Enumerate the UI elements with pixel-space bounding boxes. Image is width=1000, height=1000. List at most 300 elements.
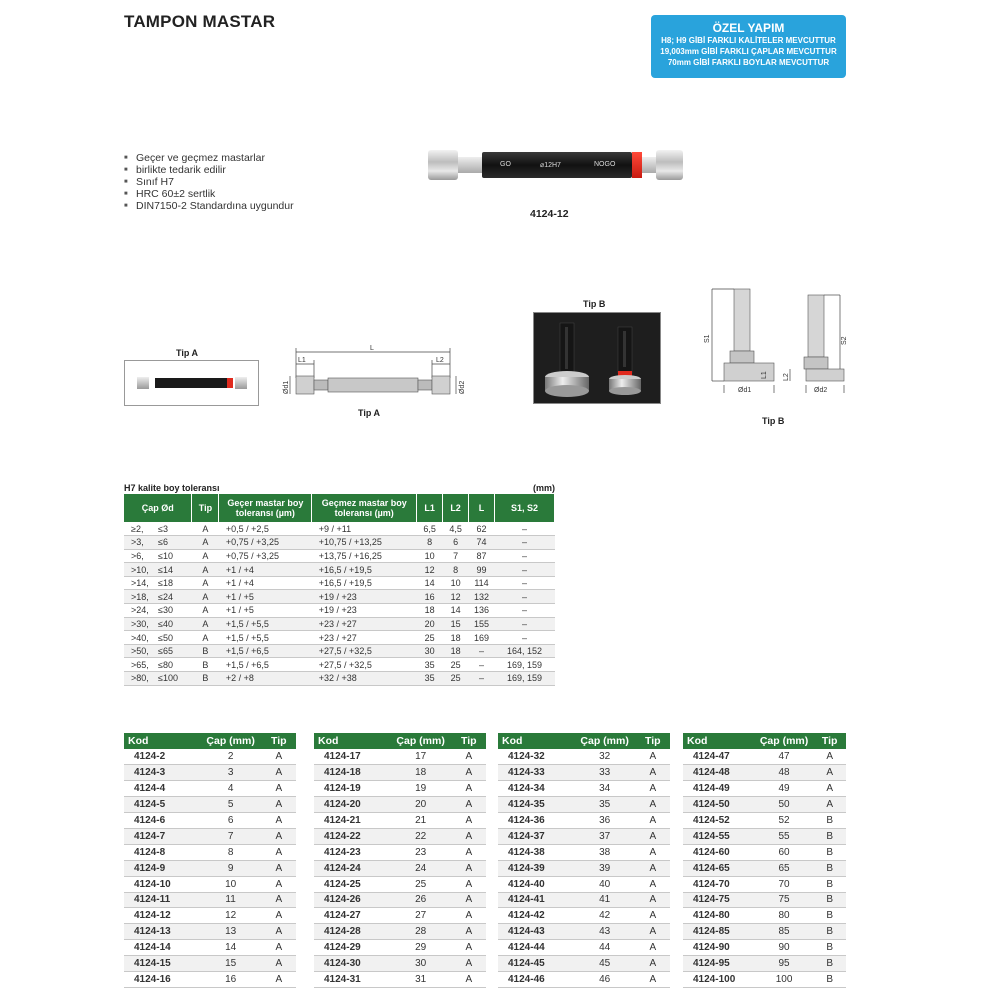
type-cell: A — [192, 590, 219, 604]
type-cell: B — [192, 658, 219, 672]
code-cell: 4124-16 — [124, 971, 200, 987]
code-cell: 4124-14 — [124, 940, 200, 956]
code-cell: 4124-10 — [124, 876, 200, 892]
s1-s2-cell: 164, 152 — [495, 644, 555, 658]
type-cell: A — [192, 576, 219, 590]
nogo-tolerance-cell: +27,5 / +32,5 — [312, 658, 417, 672]
code-row — [124, 860, 296, 876]
nogo-tolerance-cell: +16,5 / +19,5 — [312, 563, 417, 577]
type-cell: A — [452, 781, 486, 797]
l1-cell: 14 — [417, 576, 443, 590]
length-cell: – — [469, 658, 495, 672]
code-cell: 4124-36 — [498, 813, 574, 829]
go-tolerance-cell: +1,5 / +6,5 — [219, 644, 312, 658]
code-cell: 4124-30 — [314, 956, 390, 972]
tip-b-caption: Tip B — [762, 416, 785, 426]
length-cell: 132 — [469, 590, 495, 604]
special-order-line: 70mm GİBİ FARKLI BOYLAR MEVCUTTUR — [667, 58, 830, 67]
type-cell: A — [813, 749, 846, 765]
type-cell: A — [452, 908, 486, 924]
type-cell: A — [262, 971, 296, 987]
nogo-tolerance-cell: +23 / +27 — [312, 617, 417, 631]
l1-cell: 10 — [417, 549, 443, 563]
code-row — [683, 797, 846, 813]
code-row — [124, 797, 296, 813]
diameter-range — [124, 522, 192, 536]
size-engraving: ⌀12H7 — [540, 162, 561, 169]
code-row — [498, 956, 670, 972]
type-cell: A — [192, 604, 219, 618]
code-row — [498, 765, 670, 781]
type-cell: A — [636, 765, 670, 781]
column-header: Çap (mm) — [390, 733, 452, 749]
code-row — [314, 844, 486, 860]
type-cell: B — [192, 644, 219, 658]
l1-cell: 6,5 — [417, 522, 443, 536]
gauge-neck — [458, 157, 482, 173]
type-cell: A — [262, 956, 296, 972]
tolerance-row — [124, 644, 555, 658]
feature-item: ■ Geçer ve geçmez mastarlar — [124, 152, 294, 164]
length-cell: 62 — [469, 522, 495, 536]
column-header: L2 — [443, 494, 469, 522]
nogo-tolerance-cell: +19 / +23 — [312, 590, 417, 604]
type-cell: B — [813, 876, 846, 892]
diameter-cell: 17 — [390, 749, 452, 765]
code-cell: 4124-26 — [314, 892, 390, 908]
code-row — [498, 908, 670, 924]
type-cell: A — [452, 956, 486, 972]
dim-label: Ød2 — [814, 387, 828, 394]
code-row — [314, 860, 486, 876]
code-header-row — [124, 733, 296, 749]
diameter-cell: 12 — [200, 908, 262, 924]
type-cell: A — [452, 924, 486, 940]
code-row — [683, 892, 846, 908]
tolerance-table — [124, 494, 555, 686]
nogo-red-ring — [632, 152, 642, 178]
diameter-cell: 3 — [200, 765, 262, 781]
s1-s2-cell: – — [495, 563, 555, 577]
length-cell: 169 — [469, 631, 495, 645]
code-cell: 4124-42 — [498, 908, 574, 924]
tolerance-row — [124, 549, 555, 563]
type-cell: A — [452, 813, 486, 829]
code-cell: 4124-5 — [124, 797, 200, 813]
diameter-range — [124, 576, 192, 590]
range-low: >3, — [131, 537, 144, 548]
tolerance-row — [124, 536, 555, 550]
length-cell: 136 — [469, 604, 495, 618]
code-cell: 4124-21 — [314, 813, 390, 829]
tip-b-technical-drawing — [700, 285, 850, 400]
type-cell: B — [813, 924, 846, 940]
special-order-title: ÖZEL YAPIM — [712, 21, 785, 35]
nogo-tolerance-cell: +23 / +27 — [312, 631, 417, 645]
tolerance-row — [124, 522, 555, 536]
diameter-cell: 7 — [200, 828, 262, 844]
code-cell: 4124-40 — [498, 876, 574, 892]
l2-cell: 6 — [443, 536, 469, 550]
l2-cell: 10 — [443, 576, 469, 590]
code-header-row — [314, 733, 486, 749]
diameter-cell: 21 — [390, 813, 452, 829]
type-cell: A — [452, 940, 486, 956]
range-high: ≤6 — [158, 537, 168, 548]
diameter-cell: 9 — [200, 860, 262, 876]
type-cell: A — [262, 940, 296, 956]
code-cell: 4124-52 — [683, 813, 755, 829]
type-cell: B — [813, 813, 846, 829]
code-row — [498, 876, 670, 892]
diameter-cell: 49 — [755, 781, 814, 797]
go-tolerance-cell: +0,5 / +2,5 — [219, 522, 312, 536]
go-tolerance-cell: +1 / +4 — [219, 576, 312, 590]
code-row — [314, 940, 486, 956]
type-cell: A — [452, 892, 486, 908]
diameter-range — [124, 563, 192, 577]
type-cell: B — [813, 828, 846, 844]
diameter-range — [124, 672, 192, 686]
code-cell: 4124-3 — [124, 765, 200, 781]
range-high: ≤14 — [158, 564, 173, 575]
code-table-4 — [683, 733, 846, 988]
code-row — [683, 908, 846, 924]
tolerance-row — [124, 672, 555, 686]
column-header: S1, S2 — [495, 494, 555, 522]
type-cell: A — [636, 924, 670, 940]
l1-cell: 8 — [417, 536, 443, 550]
code-cell: 4124-95 — [683, 956, 755, 972]
type-cell: A — [813, 781, 846, 797]
code-row — [314, 892, 486, 908]
l2-cell: 4,5 — [443, 522, 469, 536]
diameter-cell: 29 — [390, 940, 452, 956]
diameter-cell: 13 — [200, 924, 262, 940]
diameter-cell: 85 — [755, 924, 814, 940]
tip-a-photo-label: Tip A — [176, 348, 198, 358]
code-cell: 4124-33 — [498, 765, 574, 781]
diameter-cell: 11 — [200, 892, 262, 908]
code-row — [683, 956, 846, 972]
diameter-cell: 19 — [390, 781, 452, 797]
code-row — [314, 971, 486, 987]
diameter-cell: 14 — [200, 940, 262, 956]
diameter-cell: 39 — [574, 860, 636, 876]
type-cell: A — [636, 956, 670, 972]
code-row — [314, 765, 486, 781]
l2-cell: 7 — [443, 549, 469, 563]
code-cell: 4124-13 — [124, 924, 200, 940]
code-cell: 4124-25 — [314, 876, 390, 892]
code-row — [314, 749, 486, 765]
code-cell: 4124-44 — [498, 940, 574, 956]
diameter-cell: 33 — [574, 765, 636, 781]
code-cell: 4124-55 — [683, 828, 755, 844]
l1-cell: 35 — [417, 658, 443, 672]
l1-cell: 16 — [417, 590, 443, 604]
code-row — [314, 876, 486, 892]
type-cell: B — [813, 908, 846, 924]
feature-item: ■ Sınıf H7 — [124, 176, 294, 188]
code-cell: 4124-11 — [124, 892, 200, 908]
type-cell: A — [452, 844, 486, 860]
code-cell: 4124-90 — [683, 940, 755, 956]
type-cell: A — [452, 797, 486, 813]
type-cell: A — [262, 844, 296, 860]
code-cell: 4124-45 — [498, 956, 574, 972]
type-cell: A — [636, 876, 670, 892]
column-header: Geçer mastar boy toleransı (µm) — [219, 494, 312, 522]
diameter-cell: 42 — [574, 908, 636, 924]
code-row — [124, 940, 296, 956]
s1-s2-cell: – — [495, 617, 555, 631]
tolerance-row — [124, 604, 555, 618]
s1-s2-cell: 169, 159 — [495, 672, 555, 686]
diameter-cell: 100 — [755, 971, 814, 987]
code-cell: 4124-85 — [683, 924, 755, 940]
s1-s2-cell: 169, 159 — [495, 658, 555, 672]
tolerance-row — [124, 576, 555, 590]
type-cell: A — [452, 971, 486, 987]
code-row — [498, 749, 670, 765]
diameter-range — [124, 631, 192, 645]
nogo-tolerance-cell: +10,75 / +13,25 — [312, 536, 417, 550]
go-engraving: GO — [500, 161, 511, 168]
diameter-range — [124, 590, 192, 604]
code-table-1 — [124, 733, 296, 988]
type-cell: B — [813, 844, 846, 860]
code-cell: 4124-41 — [498, 892, 574, 908]
code-row — [314, 908, 486, 924]
type-cell: A — [192, 536, 219, 550]
diameter-range — [124, 536, 192, 550]
code-cell: 4124-37 — [498, 828, 574, 844]
type-cell: A — [636, 940, 670, 956]
code-row — [683, 860, 846, 876]
dim-label: L1 — [298, 357, 306, 364]
l1-cell: 18 — [417, 604, 443, 618]
dim-label: S1 — [704, 334, 711, 343]
diameter-cell: 26 — [390, 892, 452, 908]
nogo-tolerance-cell: +13,75 / +16,25 — [312, 549, 417, 563]
tip-b-photo-label: Tip B — [583, 299, 606, 309]
code-cell: 4124-2 — [124, 749, 200, 765]
code-cell: 4124-32 — [498, 749, 574, 765]
code-cell: 4124-19 — [314, 781, 390, 797]
code-cell: 4124-29 — [314, 940, 390, 956]
tolerance-title: H7 kalite boy toleransı — [124, 483, 220, 493]
code-header-row — [498, 733, 670, 749]
column-header: Tip — [192, 494, 219, 522]
go-tolerance-cell: +1,5 / +5,5 — [219, 617, 312, 631]
diameter-cell: 52 — [755, 813, 814, 829]
code-row — [498, 971, 670, 987]
diameter-cell: 30 — [390, 956, 452, 972]
code-cell: 4124-28 — [314, 924, 390, 940]
diameter-cell: 44 — [574, 940, 636, 956]
diameter-cell: 27 — [390, 908, 452, 924]
type-cell: A — [636, 828, 670, 844]
range-low: >80, — [131, 673, 149, 684]
page-title: TAMPON MASTAR — [124, 12, 276, 31]
range-high: ≤40 — [158, 618, 173, 629]
code-cell: 4124-35 — [498, 797, 574, 813]
diameter-cell: 10 — [200, 876, 262, 892]
type-cell: A — [192, 617, 219, 631]
range-high: ≤65 — [158, 646, 173, 657]
diameter-cell: 60 — [755, 844, 814, 860]
diameter-range — [124, 549, 192, 563]
type-cell: A — [262, 749, 296, 765]
diameter-cell: 25 — [390, 876, 452, 892]
diameter-cell: 43 — [574, 924, 636, 940]
dim-label: L — [370, 345, 374, 352]
code-cell: 4124-7 — [124, 828, 200, 844]
special-order-badge — [651, 15, 846, 78]
feature-item: ■ DIN7150-2 Standardına uygundur — [124, 200, 294, 212]
type-cell: A — [636, 797, 670, 813]
l2-cell: 15 — [443, 617, 469, 631]
tolerance-row — [124, 563, 555, 577]
dim-label: L2 — [783, 373, 790, 381]
length-cell: 99 — [469, 563, 495, 577]
type-cell: A — [813, 797, 846, 813]
code-cell: 4124-50 — [683, 797, 755, 813]
s1-s2-cell: – — [495, 522, 555, 536]
code-row — [498, 797, 670, 813]
length-cell: 74 — [469, 536, 495, 550]
code-row — [498, 813, 670, 829]
diameter-cell: 48 — [755, 765, 814, 781]
code-row — [124, 876, 296, 892]
diameter-cell: 2 — [200, 749, 262, 765]
type-cell: A — [262, 781, 296, 797]
type-cell: A — [636, 749, 670, 765]
tip-a-photo — [124, 360, 259, 406]
code-table-2 — [314, 733, 486, 988]
type-cell: A — [452, 749, 486, 765]
range-low: >6, — [131, 550, 144, 561]
diameter-cell: 70 — [755, 876, 814, 892]
dim-label: Ød1 — [283, 380, 290, 394]
diameter-cell: 36 — [574, 813, 636, 829]
range-high: ≤30 — [158, 605, 173, 616]
go-tolerance-cell: +2 / +8 — [219, 672, 312, 686]
code-cell: 4124-15 — [124, 956, 200, 972]
type-cell: B — [813, 956, 846, 972]
type-cell: B — [192, 672, 219, 686]
code-row — [124, 749, 296, 765]
go-tolerance-cell: +1 / +5 — [219, 604, 312, 618]
type-cell: A — [636, 844, 670, 860]
diameter-cell: 32 — [574, 749, 636, 765]
code-cell: 4124-47 — [683, 749, 755, 765]
code-row — [683, 828, 846, 844]
l1-cell: 30 — [417, 644, 443, 658]
l1-cell: 35 — [417, 672, 443, 686]
range-high: ≤100 — [158, 673, 178, 684]
type-cell: A — [813, 765, 846, 781]
code-row — [124, 813, 296, 829]
type-cell: A — [452, 828, 486, 844]
diameter-cell: 16 — [200, 971, 262, 987]
diameter-cell: 47 — [755, 749, 814, 765]
s1-s2-cell: – — [495, 590, 555, 604]
dim-label: L1 — [761, 371, 768, 379]
special-order-line: H8; H9 GİBİ FARKLI KALİTELER MEVCUTTUR — [661, 36, 836, 45]
diameter-cell: 46 — [574, 971, 636, 987]
diameter-cell: 95 — [755, 956, 814, 972]
go-tolerance-cell: +0,75 / +3,25 — [219, 549, 312, 563]
code-cell: 4124-12 — [124, 908, 200, 924]
type-cell: A — [636, 813, 670, 829]
code-cell: 4124-8 — [124, 844, 200, 860]
code-row — [314, 956, 486, 972]
code-cell: 4124-38 — [498, 844, 574, 860]
range-high: ≤10 — [158, 550, 173, 561]
nogo-end — [656, 150, 683, 180]
diameter-cell: 50 — [755, 797, 814, 813]
code-header-row — [683, 733, 846, 749]
code-cell: 4124-46 — [498, 971, 574, 987]
type-cell: A — [262, 860, 296, 876]
type-cell: A — [262, 908, 296, 924]
column-header: Tip — [452, 733, 486, 749]
nogo-tolerance-cell: +19 / +23 — [312, 604, 417, 618]
diameter-cell: 6 — [200, 813, 262, 829]
column-header: Çap (mm) — [755, 733, 814, 749]
l2-cell: 8 — [443, 563, 469, 577]
diameter-cell: 5 — [200, 797, 262, 813]
dim-label: Ød2 — [459, 380, 466, 394]
diameter-cell: 15 — [200, 956, 262, 972]
diameter-cell: 23 — [390, 844, 452, 860]
column-header: Kod — [683, 733, 755, 749]
go-end — [428, 150, 458, 180]
range-high: ≤24 — [158, 591, 173, 602]
diameter-range — [124, 617, 192, 631]
code-row — [683, 971, 846, 987]
code-cell: 4124-60 — [683, 844, 755, 860]
range-low: >14, — [131, 578, 149, 589]
feature-item: ■ HRC 60±2 sertlik — [124, 188, 294, 200]
type-cell: A — [192, 522, 219, 536]
code-cell: 4124-43 — [498, 924, 574, 940]
diameter-cell: 41 — [574, 892, 636, 908]
code-row — [314, 828, 486, 844]
code-row — [683, 749, 846, 765]
type-cell: A — [262, 876, 296, 892]
code-row — [498, 892, 670, 908]
code-cell: 4124-34 — [498, 781, 574, 797]
diameter-cell: 80 — [755, 908, 814, 924]
code-row — [124, 924, 296, 940]
diameter-range — [124, 644, 192, 658]
go-tolerance-cell: +1,5 / +5,5 — [219, 631, 312, 645]
type-cell: A — [636, 971, 670, 987]
l2-cell: 14 — [443, 604, 469, 618]
tolerance-row — [124, 617, 555, 631]
tolerance-row — [124, 658, 555, 672]
code-row — [314, 924, 486, 940]
type-cell: B — [813, 971, 846, 987]
range-high: ≤80 — [158, 659, 173, 670]
s1-s2-cell: – — [495, 536, 555, 550]
type-cell: B — [813, 892, 846, 908]
type-cell: A — [192, 631, 219, 645]
type-cell: A — [636, 781, 670, 797]
